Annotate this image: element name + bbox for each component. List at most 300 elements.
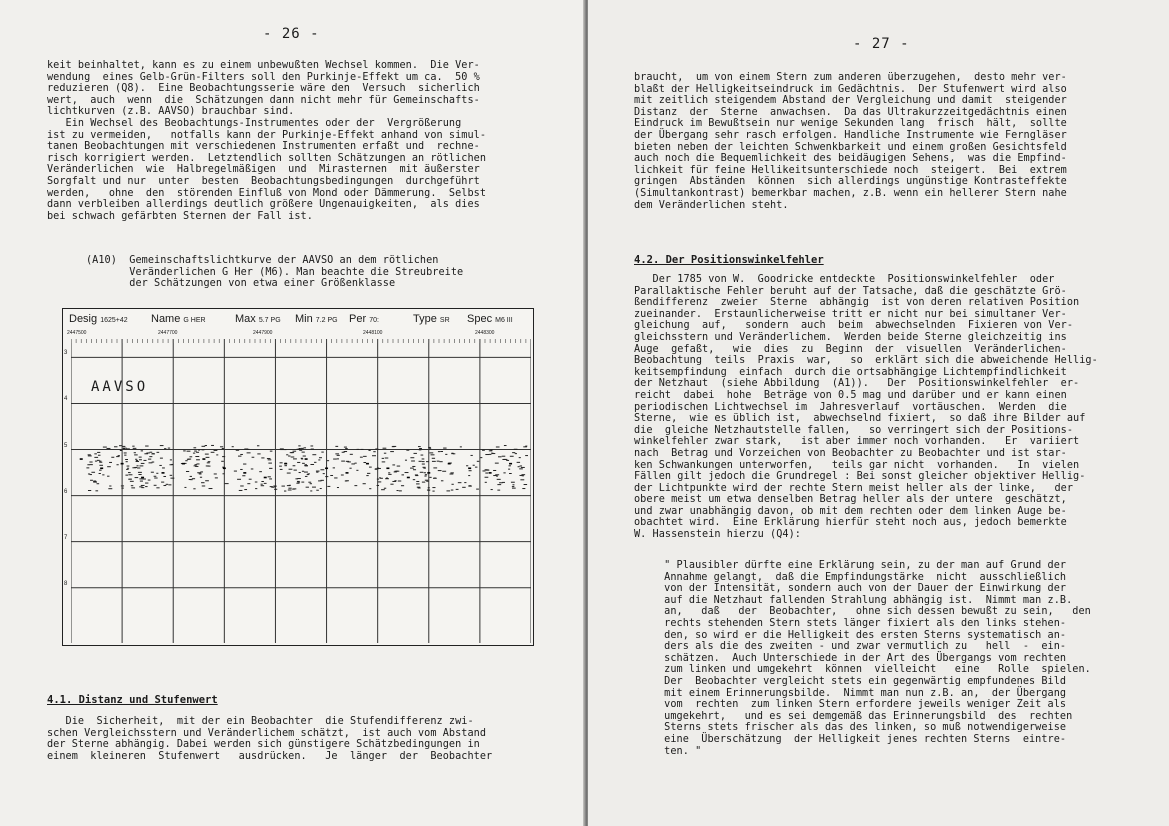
estimate-mark [152,462,155,463]
estimate-mark [160,458,163,459]
left-p1-line: reduzieren (Q8). Eine Beobachtungsserie wäre den Versuch sicherlich [47,83,480,95]
estimate-mark [320,469,324,470]
estimate-mark [468,486,471,487]
estimate-mark [397,490,399,491]
series-point [305,458,308,460]
estimate-mark [187,451,191,452]
section-heading-4-2: 4.2. Der Positionswinkelfehler [634,254,824,266]
right-p1-line: (Simultankontrast) bemerkbar machen, z.B. wenn ein hellerer Stern nahe [634,187,1067,199]
estimate-mark [284,449,286,450]
estimate-mark [388,474,391,475]
estimate-mark [139,465,143,466]
estimate-mark [323,473,325,474]
estimate-mark [242,475,245,476]
left-p1-line: Veränderlichen wie Halbregelmäßigen und Mirasternen mit äußerster [47,164,480,176]
left-p2-line: schen Vergleichsstern und Veränderlichem schätzt, ist auch vom Abstand [47,727,487,739]
estimate-mark [198,450,200,451]
estimate-mark [139,459,142,460]
estimate-mark [196,452,199,453]
estimate-mark [306,487,309,488]
estimate-mark [392,464,395,465]
estimate-mark [303,447,306,448]
estimate-mark [312,454,316,455]
estimate-mark [133,448,137,449]
estimate-mark [310,464,314,465]
series-point [80,458,83,460]
series-point [202,458,205,460]
estimate-mark [140,481,143,482]
estimate-mark [325,476,328,477]
estimate-mark [87,464,90,465]
chart-plot-area [64,339,531,643]
right-page [588,0,1169,826]
estimate-mark [185,460,187,461]
estimate-mark [159,465,161,466]
estimate-mark [126,461,128,462]
estimate-mark [161,482,164,483]
estimate-mark [132,467,136,468]
estimate-mark [154,478,157,479]
estimate-mark [316,472,318,473]
estimate-mark [267,458,271,459]
estimate-mark [372,455,376,456]
right-p2-line: gleichsstern und Veränderlichem. Werden beide Sterne gleichzeitig ins [634,331,1067,343]
estimate-mark [410,457,414,458]
figure-caption [86,255,463,290]
estimate-mark [145,486,147,487]
chart-name: Name G HER [151,313,206,325]
estimate-mark [257,453,260,454]
estimate-mark [426,461,429,462]
estimate-mark [520,479,524,480]
estimate-mark [439,461,442,462]
estimate-mark [355,463,357,464]
estimate-mark [97,483,100,484]
estimate-mark [149,456,152,457]
estimate-mark [344,447,347,448]
estimate-mark [280,448,284,449]
estimate-mark [143,460,146,461]
estimate-mark [154,476,157,477]
estimate-mark [347,461,351,462]
right-p2-line: und zwar unabhängig davon, ob mit dem rechten oder dem linken Auge be- [634,505,1067,517]
estimate-mark [141,463,145,464]
estimate-mark [468,475,470,476]
estimate-mark [354,485,357,486]
estimate-mark [451,490,453,491]
estimate-mark [257,445,259,446]
estimate-mark [302,471,304,472]
estimate-mark [205,454,209,455]
estimate-mark [401,474,404,475]
estimate-mark [380,478,383,479]
estimate-mark [284,465,287,466]
series-point [182,463,185,465]
estimate-mark [247,483,250,484]
estimate-mark [274,486,276,487]
estimate-mark [131,487,135,488]
estimate-mark [243,464,246,465]
y-tick-label: 5 [64,442,68,449]
estimate-mark [107,476,109,477]
estimate-mark [485,473,488,474]
left-p1-line: dann verbleiben allerdings deutlich größere Ungenauigkeiten, als dies [47,199,480,211]
estimate-mark [102,474,104,475]
estimate-mark [416,483,419,484]
estimate-mark [170,475,173,476]
estimate-mark [405,472,409,473]
estimate-mark [335,446,338,447]
estimate-mark [281,486,284,487]
chart-jd-labels [63,330,533,338]
left-p1-line: werden, ohne den störenden Einfluß von Mond oder Dämmerung. Selbst [47,187,487,199]
estimate-mark [308,482,311,483]
series-point [243,472,246,474]
estimate-mark [206,465,209,466]
estimate-mark [103,447,107,448]
estimate-mark [392,446,395,447]
estimate-mark [341,461,345,462]
estimate-mark [97,452,100,453]
estimate-mark [129,479,132,480]
left-p1-line: Sorgfalt und nur unter besten Beobachtungsbedingungen durchgeführt [47,175,480,187]
estimate-mark [486,470,490,471]
estimate-mark [99,473,101,474]
estimate-mark [90,480,93,481]
estimate-mark [416,481,419,482]
estimate-mark [428,447,431,448]
estimate-mark [314,462,316,463]
left-p1-line: wendung eines Gelb-Grün-Filters soll den Purkinje-Effekt um ca. 50 % [47,71,480,83]
estimate-mark [301,448,304,449]
estimate-mark [141,485,145,486]
quote-line: ders als die des zweiten - und zwar vermutlich zu hell - ein- [658,641,1067,653]
quote-line: rechts stehenden Stern stets länger fixiert als den links stehen- [658,617,1067,629]
estimate-mark [462,487,466,488]
series-point [407,477,410,479]
estimate-mark [127,466,130,467]
estimate-mark [375,448,378,449]
estimate-mark [94,482,97,483]
estimate-mark [293,465,296,466]
estimate-mark [327,460,329,461]
right-p2-line: Beobachtung teils Praxis war, so erklärt sich die abweichende Hellig- [634,355,1098,367]
estimate-mark [485,454,489,455]
quote-line: auf die Netzhaut fallenden Strahlung abhängig ist. Nimmt man z.B. [658,594,1073,606]
estimate-mark [490,449,492,450]
series-point [325,467,328,469]
quote-line: schätzen. Auch Unterschiede in der Art des Übergangs vom rechten [658,652,1067,664]
estimate-mark [316,471,320,472]
estimate-mark [475,467,477,468]
estimate-mark [503,472,505,473]
page-number-left: - 26 - [263,26,320,42]
estimate-mark [151,453,155,454]
estimate-mark [93,481,96,482]
estimate-mark [418,446,421,447]
quote-line: den, so wird er die Helligkeit des ersten Sterns systematisch an- [658,629,1067,641]
estimate-mark [128,474,132,475]
estimate-mark [390,484,393,485]
estimate-mark [201,446,205,447]
estimate-mark [351,463,355,464]
estimate-mark [511,482,515,483]
right-p2-line: Auge gefaßt, wie dies zu Beginn der visuellen Veränderlichen- [634,343,1067,355]
estimate-mark [502,456,506,457]
estimate-mark [443,448,446,449]
estimate-mark [209,488,213,489]
series-point [489,472,492,474]
estimate-mark [377,479,379,480]
estimate-mark [286,454,288,455]
estimate-mark [406,450,409,451]
estimate-mark [166,484,169,485]
estimate-mark [327,486,330,487]
estimate-mark [119,445,122,446]
estimate-mark [284,491,286,492]
estimate-mark [125,459,128,460]
estimate-mark [274,489,277,490]
chart-desig: Desig 1625+42 [69,313,128,325]
estimate-mark [411,460,415,461]
estimate-mark [195,456,199,457]
estimate-mark [145,446,148,447]
estimate-mark [345,480,348,481]
estimate-mark [334,477,337,478]
estimate-mark [86,467,89,468]
estimate-mark [211,445,214,446]
estimate-mark [485,477,489,478]
estimate-mark [390,451,394,452]
estimate-mark [385,458,389,459]
right-p1-line: auch noch die Bequemlichkeit des beidäugigen Sehens, was die Empfind- [634,153,1067,165]
estimate-mark [261,484,263,485]
estimate-mark [199,473,201,474]
estimate-mark [297,449,301,450]
estimate-mark [99,470,102,471]
estimate-mark [318,480,321,481]
estimate-mark [141,450,143,451]
estimate-mark [271,487,274,488]
right-p2-line: obere meist um etwa denselben Betrag heller als der untere geschätzt, [634,494,1067,506]
estimate-mark [415,475,418,476]
estimate-mark [302,463,305,464]
series-point [366,463,369,465]
estimate-mark [333,467,335,468]
estimate-mark [148,480,151,481]
estimate-mark [384,488,386,489]
estimate-mark [131,485,133,486]
left-p1-line: keit beinhaltet, kann es zu einem unbewußten Wechsel kommen. Die Ver- [47,60,480,71]
chart-min: Min 7.2 PG [295,313,338,325]
quote-line: Der Beobachter vergleicht stets ein gegenwärtig empfundenes Bild [658,675,1067,687]
estimate-mark [525,455,528,456]
left-p1-line: tanen Beobachtungen mit verschiedenen Instrumenten erfaßt und rechne- [47,141,480,153]
estimate-mark [392,481,396,482]
estimate-mark [412,466,415,467]
estimate-mark [368,450,370,451]
estimate-mark [431,454,435,455]
estimate-mark [491,489,493,490]
estimate-mark [163,476,166,477]
estimate-mark [139,478,143,479]
estimate-mark [410,468,414,469]
estimate-mark [349,468,351,469]
estimate-mark [388,472,390,473]
estimate-mark [90,474,92,475]
estimate-mark [421,455,424,456]
estimate-mark [154,485,157,486]
chart-period: Per 70: [349,313,379,325]
estimate-mark [121,485,124,486]
left-p1-line: Ein Wechsel des Beobachtungs-Instrumentes oder der Vergrößerung [47,117,462,129]
estimate-mark [280,462,283,463]
right-p2-line: der Lichtpunkte wird der rechte Stern meist heller als der linke, der [634,482,1074,494]
estimate-mark [291,457,295,458]
estimate-mark [122,446,125,447]
estimate-mark [237,479,241,480]
right-p1-line: Eindruck im Bewußtsein nur wenige Sekunden lang frisch hält, sollte [634,118,1067,130]
estimate-mark [168,484,171,485]
estimate-mark [498,456,502,457]
estimate-mark [497,479,501,480]
estimate-mark [206,457,210,458]
estimate-mark [130,481,134,482]
estimate-mark [190,476,192,477]
estimate-mark [432,461,436,462]
estimate-mark [95,490,98,491]
right-p2-line: reicht dabei hohe Beträge von 0.5 mag und darüber und er kann einen [634,389,1067,401]
estimate-mark [249,479,252,480]
right-paragraph-2 [634,274,1098,541]
page-number-right: - 27 - [853,36,910,52]
estimate-mark [225,483,229,484]
estimate-mark [205,480,209,481]
right-p2-line: ken Schwankungen unterworfen, teils gar nicht vorhanden. In vielen [634,459,1080,471]
estimate-mark [482,450,485,451]
y-tick-label: 8 [64,580,68,587]
left-p1-line: bei schwach gefärbten Sternen der Fall ist. [47,210,313,222]
estimate-mark [134,452,136,453]
estimate-mark [305,465,308,466]
y-tick-label: 4 [64,396,68,403]
estimate-mark [294,470,297,471]
estimate-mark [305,476,308,477]
estimate-mark [458,482,462,483]
estimate-mark [305,464,307,465]
estimate-mark [422,458,425,459]
estimate-mark [383,448,387,449]
estimate-mark [466,465,468,466]
right-p1-line: der Übergang sehr rasch erfolgen. Handliche Instrumente wie Ferngläser [634,129,1067,141]
estimate-mark [193,488,195,489]
estimate-mark [234,471,237,472]
estimate-mark [202,485,205,486]
estimate-mark [473,465,475,466]
estimate-mark [469,470,472,471]
right-p2-line: gleichung auf, sondern auch beim abwechselnden Fixieren von Ver- [634,320,1074,332]
series-point [386,467,389,469]
estimate-mark [116,464,118,465]
estimate-mark [200,477,202,478]
series-point [223,467,226,469]
estimate-mark [337,487,339,488]
y-tick-label: 3 [64,350,68,357]
estimate-mark [437,461,440,462]
right-p2-line: Der 1785 von W. Goodricke entdeckte Positionswinkelfehler oder [634,274,1055,285]
estimate-mark [99,462,102,463]
estimate-mark [512,486,514,487]
estimate-mark [162,467,165,468]
estimate-mark [201,482,204,483]
estimate-mark [195,466,198,467]
estimate-mark [506,460,509,461]
estimate-mark [357,449,360,450]
estimate-mark [419,461,422,462]
estimate-mark [268,459,272,460]
chart-max: Max 5.7 PG [235,313,281,325]
estimate-mark [289,485,291,486]
estimate-mark [492,453,495,454]
estimate-mark [297,462,300,463]
estimate-mark [298,445,300,446]
estimate-mark [125,475,128,476]
right-p2-line: nach Betrag und Vorzeichen von Beobachter zu Beobachter und ist star- [634,447,1067,459]
estimate-mark [94,457,98,458]
estimate-mark [88,454,91,455]
estimate-mark [424,476,426,477]
estimate-mark [460,446,462,447]
estimate-mark [148,459,151,460]
estimate-mark [279,466,282,467]
estimate-mark [194,451,197,452]
estimate-mark [291,452,294,453]
estimate-mark [240,454,243,455]
estimate-mark [394,471,397,472]
estimate-mark [495,463,499,464]
estimate-mark [136,461,139,462]
quote-line: vom rechten zum linken Stern erfordere jeweils weniger Zeit als [658,699,1067,711]
right-p2-line: keitsempfindung einfach durch die ortsabhängige Lichtempfindlichkeit [634,366,1067,378]
estimate-mark [482,470,485,471]
estimate-mark [270,451,273,452]
estimate-mark [496,446,500,447]
series-point [468,467,471,469]
estimate-mark [310,483,312,484]
estimate-mark [369,467,372,468]
right-p1-line: braucht, um von einem Stern zum anderen überzugehen, desto mehr ver- [634,72,1067,83]
right-p2-line: obachtet wird. Eine Erklärung hierfür steht noch aus, jedoch bemerkte [634,517,1067,529]
estimate-mark [121,488,123,489]
estimate-mark [515,453,517,454]
estimate-mark [432,491,434,492]
estimate-mark [156,473,158,474]
estimate-mark [524,484,528,485]
estimate-mark [139,457,142,458]
estimate-mark [456,489,459,490]
estimate-mark [504,445,507,446]
estimate-mark [150,452,153,453]
estimate-mark [360,457,363,458]
estimate-mark [425,480,428,481]
estimate-mark [109,462,112,463]
estimate-mark [302,452,305,453]
estimate-mark [202,449,205,450]
right-p1-line: bieten neben der leichten Schwenkbarkeit und einem großen Gesichtsfeld [634,141,1067,153]
estimate-mark [363,462,366,463]
estimate-mark [319,457,322,458]
estimate-mark [363,456,367,457]
